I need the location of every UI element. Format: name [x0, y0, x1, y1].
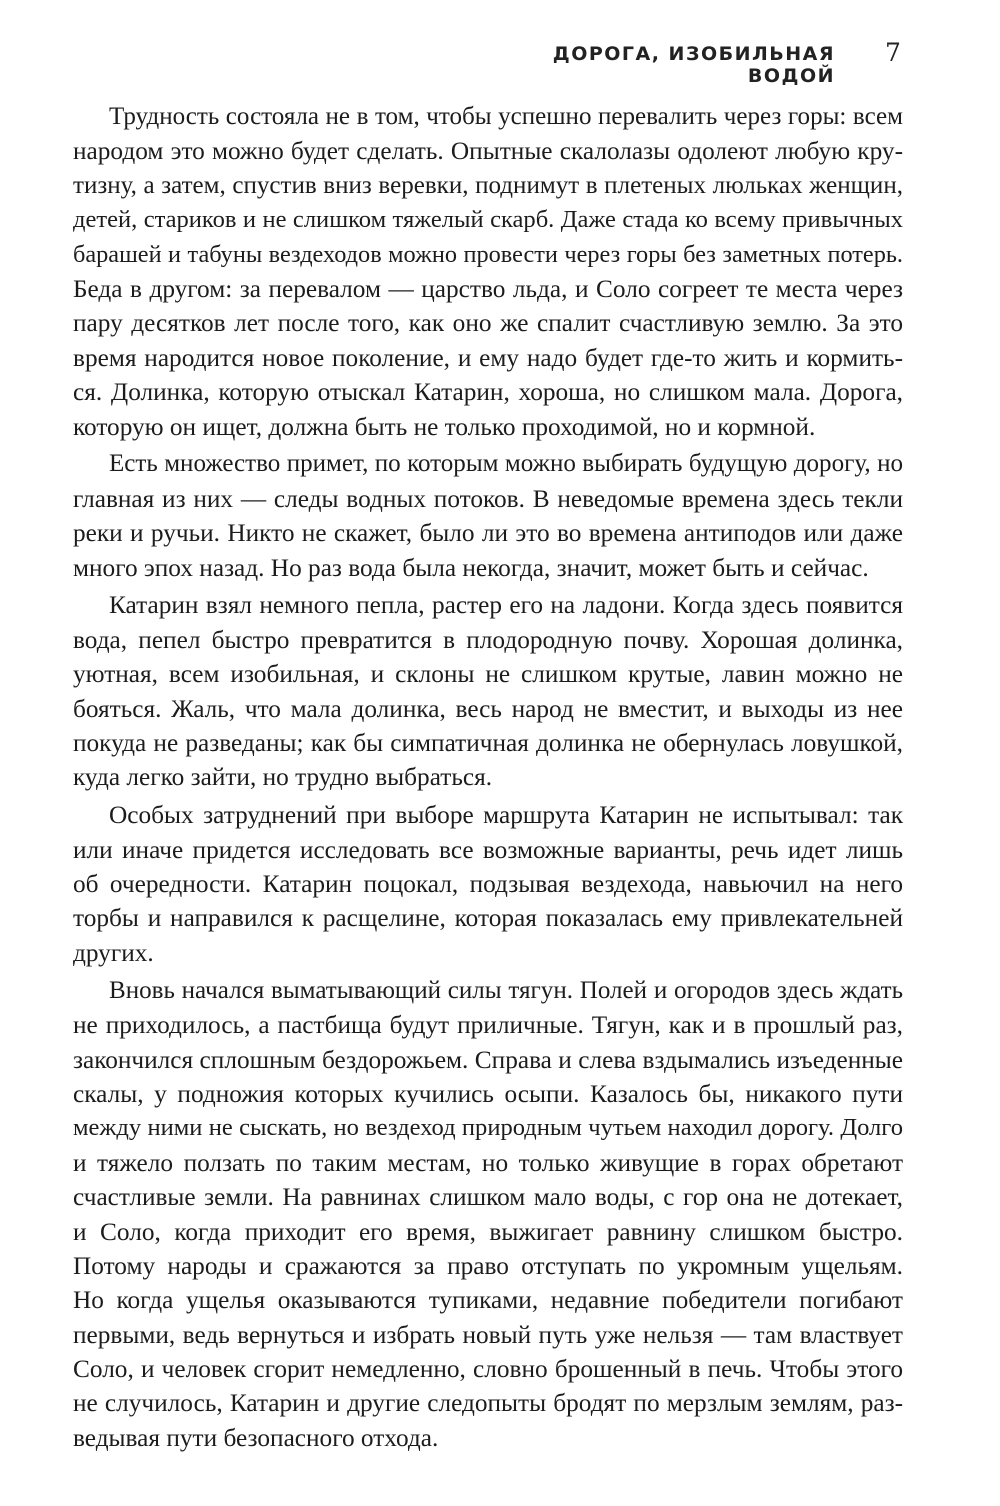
text-line: не приходилось, а пастбища будут приличные. Тягун, как и в прошлый раз,: [73, 1011, 903, 1040]
text-line: пару десятков лет после того, как оно же спалит счастливую землю. За это: [73, 309, 903, 338]
text-line: куда легко зайти, но трудно выбраться.: [73, 763, 493, 792]
text-line: бояться. Жаль, что мала долинка, весь народ не вместит, и выходы из нее: [73, 694, 903, 723]
paragraph-5: [73, 974, 903, 1455]
text-line: Вновь начался выматывающий силы тягун. Полей и огородов здесь ждать: [109, 976, 903, 1004]
text-line: покуда не разведаны; как бы симпатичная долинка не обернулась ловушкой,: [73, 729, 903, 758]
text-line: других.: [73, 938, 154, 967]
text-line: детей, стариков и не слишком тяжелый скарб. Даже стада ко всему привычных: [73, 206, 903, 234]
text-line: много эпох назад. Но раз вода была некогда, значит, может быть и сейчас.: [73, 553, 869, 582]
text-line: или иначе придется исследовать все возможные варианты, речь идет лишь: [73, 835, 903, 864]
text-line: закончился сплошным бездорожьем. Справа и слева вздымались изъеденные: [73, 1045, 903, 1074]
text-line: Беда в другом: за перевалом — царство льда, и Соло согреет те места через: [73, 274, 903, 303]
text-line: тизну, а затем, спустив вниз веревки, поднимут в плетеных люльках женщин,: [73, 171, 903, 199]
text-line: вода, пепел быстро превратится в плодородную почву. Хорошая долинка,: [73, 625, 903, 654]
text-line: время народится новое поколение, и ему надо будет где-то жить и кормить-: [73, 343, 903, 372]
body-text: [73, 100, 903, 1455]
text-line: торбы и направился к расщелине, которая показалась ему привлекательней: [73, 904, 903, 933]
text-line: ся. Долинка, которую отыскал Катарин, хороша, но слишком мала. Дорога,: [73, 378, 903, 407]
text-line: скалы, у подножия которых кучились осыпи. Казалось бы, никакого пути: [73, 1079, 903, 1108]
text-line: об очередности. Катарин поцокал, подзывая вездехода, навьючил на него: [73, 870, 903, 899]
page-number: 7: [885, 38, 901, 67]
text-line: Катарин взял немного пепла, растер его на ладони. Когда здесь появится: [109, 591, 903, 620]
text-line: ведывая пути безопасного отхода.: [73, 1423, 439, 1452]
text-line: Трудность состояла не в том, чтобы успешно перевалить через горы: всем: [109, 103, 903, 130]
running-head: ДОРОГА, ИЗОБИЛЬНАЯ ВОДОЙ: [552, 43, 835, 87]
text-line: реки и ручьи. Никто не скажет, было ли это во времена антиподов или даже: [73, 519, 903, 548]
text-line: которую он ищет, должна быть не только проходимой, но и кормной.: [73, 412, 816, 441]
paragraph-2: [73, 447, 903, 585]
paragraph-3: [73, 588, 903, 794]
text-line: главная из них — следы водных потоков. В неведомые времена здесь текли: [73, 484, 903, 513]
text-line: Но когда ущелья оказываются тупиками, недавние победители погибают: [73, 1286, 903, 1315]
text-line: не случилось, Катарин и другие следопыты бродят по мерзлым землям, раз-: [73, 1389, 903, 1418]
text-line: первыми, ведь вернуться и избрать новый путь уже нельзя — там властвует: [73, 1320, 903, 1349]
text-line: Потому народы и сражаются за право отступать по укромным ущельям.: [73, 1251, 903, 1280]
paragraph-4: [73, 798, 903, 970]
paragraph-1: [73, 100, 903, 444]
text-line: Соло, и человек сгорит немедленно, словно брошенный в печь. Чтобы этого: [73, 1355, 903, 1384]
text-line: народом это можно будет сделать. Опытные скалолазы одолеют любую кру-: [73, 137, 903, 166]
text-line: и Соло, когда приходит его время, выжигает равнину слишком быстро.: [73, 1217, 903, 1246]
text-line: барашей и табуны вездеходов можно провести через горы без заметных потерь.: [73, 240, 903, 268]
text-line: Есть множество примет, по которым можно выбирать будущую дорогу, но: [109, 450, 903, 478]
text-line: уютная, всем изобильная, и склоны не слишком крутые, лавин можно не: [73, 660, 903, 689]
text-line: Особых затруднений при выборе маршрута Катарин не испытывал: так: [109, 801, 903, 830]
text-line: и тяжело ползать по таким местам, но только живущие в горах обретают: [73, 1148, 903, 1177]
text-line: между ними не сыскать, но вездеход природным чутьем находил дорогу. Долго: [73, 1114, 903, 1142]
text-line: счастливые земли. На равнинах слишком мало воды, с гор она не дотекает,: [73, 1183, 903, 1212]
